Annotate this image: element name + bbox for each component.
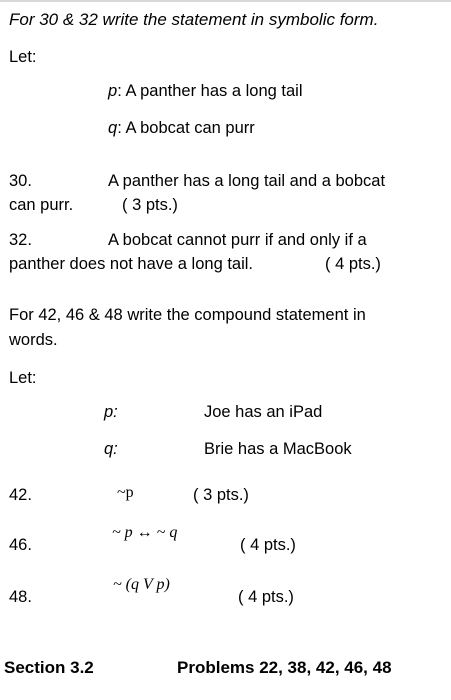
part2-header-line1: For 42, 46 & 48 write the compound statement in (9, 306, 366, 324)
problem-42-number: 42. (9, 486, 32, 504)
problem-30-number: 30. (9, 172, 32, 190)
problem-30-text-line2: can purr. (9, 196, 74, 214)
p-definition (108, 82, 303, 101)
problem-30-text-line1: A panther has a long tail and a bobcat (108, 172, 386, 190)
footer-problems: Problems 22, 38, 42, 46, 48 (177, 658, 392, 677)
part2-header-line2: words. (9, 331, 58, 349)
problem-48-expression: ~ (q V p) (113, 576, 170, 593)
part2-let-label: Let: (9, 369, 37, 387)
problem-42-expression: ~p (117, 484, 134, 501)
part1-header: For 30 & 32 write the statement in symbolic form. (9, 10, 379, 29)
problem-48-number: 48. (9, 588, 32, 606)
problem-30-points: ( 3 pts.) (122, 196, 178, 214)
problem-46-points: ( 4 pts.) (240, 536, 296, 554)
problem-48-points: ( 4 pts.) (238, 588, 294, 606)
part2-p-definition: Joe has an iPad (204, 403, 323, 421)
problem-46-expression: ~ p ↔ ~ q (112, 524, 178, 541)
p-variable: p (108, 82, 118, 100)
part1-let-label: Let: (9, 48, 37, 66)
q-definition (108, 119, 255, 138)
problem-32-number: 32. (9, 231, 32, 249)
part2-q-definition: Brie has a MacBook (204, 440, 352, 458)
problem-32-points: ( 4 pts.) (325, 255, 381, 273)
part2-q-label: q: (104, 440, 118, 458)
q-statement: : A bobcat can purr (117, 119, 255, 137)
footer-section: Section 3.2 (4, 658, 94, 677)
q-variable: q (108, 119, 118, 137)
problem-32-text-line1: A bobcat cannot purr if and only if a (108, 231, 367, 249)
p-statement: : A panther has a long tail (117, 82, 303, 100)
problem-32-text-line2: panther does not have a long tail. (9, 255, 254, 273)
part2-p-label: p: (104, 403, 118, 421)
problem-42-points: ( 3 pts.) (193, 486, 249, 504)
top-border (0, 0, 451, 2)
problem-46-number: 46. (9, 536, 32, 554)
